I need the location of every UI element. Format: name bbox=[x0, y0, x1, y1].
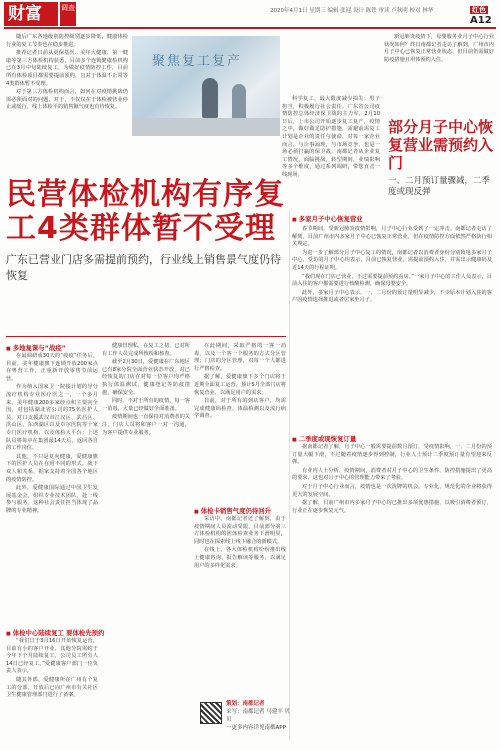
paragraph: 据南都记者了解，月子中心一般需要提前数月预订，受疫情影响，一、二月份的预订量大幅下滑，不过随着疫情逐步得到控制，行业人士预计二季度预订量有望迎来反弹。 bbox=[292, 444, 492, 466]
article-column-b bbox=[102, 343, 190, 438]
intro-mid-column bbox=[282, 96, 380, 181]
paragraph: 据了解，目前广州市内多家月子中心均已推出多项优惠措施，以吸引消费者预订，行业正在逐步恢复元气。 bbox=[292, 500, 492, 514]
page-number-label: A12 bbox=[470, 15, 492, 26]
storefront-photo bbox=[132, 36, 280, 136]
credit-line: 策划：南都记者 bbox=[226, 701, 265, 707]
paragraph: 作为纳入国家卫一院接计划的导分流疗机构专业医疗医之一，一个多月来，美年健康200多家经点积主要向全国，对包括湖北省公司的75名医护人员，对口支援武汉市江汉区、武昌区、洪山区、东西湖区以及卓尔医院等十家专门医疗机构，以及体检大平台；上述队员将每中在集团最14天后，返回各自的工作岗位。 bbox=[6, 384, 98, 452]
section-head-a-low: ■ 体检中心陆续复工 要体检先预约 bbox=[6, 628, 104, 637]
qr-code-icon bbox=[200, 702, 222, 724]
paragraph: 采访中，南都记者还了解到，由于疫情期间人员流动受限，目前部分第三方体检机构的团体检查业务下滑明显，同时也在探索线上线下融合的新模式。 bbox=[194, 516, 286, 545]
masthead bbox=[0, 0, 500, 30]
brand-sub-label: 调查 bbox=[60, 2, 76, 26]
right-subheadline: 一、二月预订量骤减，二季度或现反弹 bbox=[388, 176, 491, 197]
paragraph: 其他，不只是复向健康，爱健康旗下的医护人员在在用不同的形式，战下双人和关系，据家支持着全国各个地区的疫情防控。 bbox=[6, 453, 98, 483]
section-head-b-mid: ■ 体检卡销售气度仍待回升 bbox=[194, 506, 271, 515]
paragraph: 随后广东各地级别防控级别逐步降低，健康体检行业的复工节奏也在稳步推进。 bbox=[6, 34, 128, 48]
reporter-credit bbox=[200, 700, 290, 742]
paragraph: 健康管理私，在复工之初，已对所有工作人员完成所核检和核查。 bbox=[102, 343, 190, 357]
article-column-r2 bbox=[292, 444, 492, 516]
credit-line: 采写：南都记者 马建丰 贝贝 bbox=[226, 709, 290, 723]
page-tag: 红色 bbox=[472, 6, 486, 14]
section-head-r1: ■ 多家月子中心恢复营业 bbox=[292, 214, 363, 223]
intro-right-column bbox=[384, 34, 494, 65]
photo-sign: 聚焦复工复产 bbox=[152, 54, 243, 69]
top-rule bbox=[4, 27, 496, 29]
main-subheadline: 广东已营业门店多需提前预约，行业线上销售景气度仍待恢复 bbox=[6, 253, 281, 282]
right-headline-block bbox=[388, 118, 496, 198]
column-divider bbox=[289, 210, 290, 740]
paragraph: 科学复工，最大限度减少损失；男子担当，积极履行社会责任。广东省公司疫情防控总体经济保卫战的主力军，2月10日后，上市公司开始逐步复工复产，疫情之中，做好做足防护措施，需避前需复工计划是企业的责任与使命，对每一家企业而言，与让事涌现，与市场竞争，也是一场必须打赢的保卫战。南都记者从企业复工情况，面临挑战，转型期间，业绩影响等多个维度，通过系列调研，带您直击一线现场。 bbox=[282, 96, 380, 178]
paragraph: 在最调研成30天的“疫疫”任务后，目前，美年健康旗下连锁开放200家点在粤营工作，正重新开放零售节前运营。 bbox=[6, 353, 98, 382]
main-headline-block bbox=[6, 178, 286, 284]
paragraph: 疫情期间也一直保持对消费者的关注，门店人员将和客户一对一沟通，为客户提供专业服务。 bbox=[102, 414, 190, 436]
paragraph: 此外，多家月子中心表示，一、二月份的预订量明显减少，不少原本计划入住的客户因疫情选择推迟或者居家坐月子。 bbox=[292, 289, 492, 304]
paragraph: 为进一步了解部分月子中心复工的情况，南都记者以消费者身份分别致电多家月子中心。受访的月子中心均表示，目前已恢复营业，需提前预约入住，并需出示健康码及近14天的行程证明。 bbox=[292, 249, 492, 271]
paragraph: 在此期间，采取严格的一客一消毒，以及一个客一个服务的方式分区管理；门店的分区管理，对每一个人都进行严格检查。 bbox=[194, 343, 286, 372]
paragraph: 目前，对于所有的到店客户，均需完成健康码检查、体温检测以及流行病学调查。 bbox=[194, 398, 286, 420]
paragraph: 对于月子中心行业而言，疫情也是一次洗牌的机会，专业化、规范化的企业将获得更大的发展空间。 bbox=[292, 483, 492, 498]
paragraph: “我们现在门店已营业，不过需要提前预约看房。”一家月子中心的工作人员表示，目前入住的客户都需要进行核酸检测，确保母婴安全。 bbox=[292, 273, 492, 288]
paragraph: 在线上，各大体检机构纷纷推出线上健康咨询、报告解读等服务，以满足用户的多样化需求。 bbox=[194, 547, 286, 569]
credit-lines bbox=[226, 700, 292, 732]
photo-person bbox=[202, 78, 218, 118]
paragraph: 有业内人士分析，疫情期间，消费者对月子中心的卫生条件、防控措施提出了更高的要求，这也对月子中心的管理能力带来了考验。 bbox=[292, 467, 492, 482]
article-column-c bbox=[194, 343, 286, 422]
brand-logo: 财富 bbox=[4, 2, 58, 26]
paragraph: 据了解，爱健康旗下多个门店将于近期全面复工运营，预计5月全部门店将恢复营业，以满足用户的需求。 bbox=[194, 374, 286, 396]
article-column-r1 bbox=[292, 226, 492, 306]
paragraph: 推荐记者日前从更保基医、美年大健康、第一健康等第三方体检机构获悉，目前多个连锁健康检机构已在3月中旬陆续复工，为做好疫情防控工作，目前所有体检项目都需要提前预约，且对于体温不正常等4类群体暂不受理。 bbox=[6, 50, 128, 87]
paragraph: 新冠肺炎疫情下，母婴服务业月子中心行业状况如何？终日南都记者走访了解到，广州市内月子中心已恢复正常营业状态，但目前仍需做好防疫措施且用体预约入住。 bbox=[384, 34, 494, 63]
article-column-c2 bbox=[194, 516, 286, 571]
paragraph: 春节期间，受新冠肺炎疫情影响，月子中心行业受到了一定冲击。南都记者走访了解到，目前广州市内多家月子中心已恢复正常营业，但在疫情防控方面依然严格执行相关规定。 bbox=[292, 226, 492, 248]
article-column-a-low bbox=[6, 638, 98, 701]
paragraph: 随其外部，爱健康所在广州有个复工的分部，开放后已向广州市有关社区卫生健康管理部门进行了备案。 bbox=[6, 676, 98, 699]
paragraph: 截至2月30日，爱健康在广东地区已有8家分院全面营业状态开放，对已经恢复的门店在对每一位客户均严格执行体温测试、健康登记等防疫措施，确保安全。 bbox=[102, 359, 190, 396]
paragraph: 同时，不对于所有的疫情，每一客一消毒，大量已经做好全面准备。 bbox=[102, 398, 190, 412]
intro-left-column bbox=[6, 34, 128, 113]
photo-floor bbox=[132, 118, 280, 136]
page-number bbox=[470, 4, 500, 26]
article-column-a bbox=[6, 353, 98, 516]
section-head-a: ■ 多地复课与“战疫” bbox=[6, 343, 66, 352]
paragraph: “我们日于3月16日开始恢复运营，目前有小的客户开业，其他分院需约于今年下个月陆续复工，公司员工所有人14日已经复工。”爱健康客户部门一位负责人表示。 bbox=[6, 638, 98, 675]
main-headline: 民营体检机构有序复工4类群体暂不受理 bbox=[6, 177, 285, 246]
paragraph: 此外，爱健康国际通过中国卫生发展基金会，组织专业技术团队，赴一线参与服务，这种社会责任担当体现了品牌的专业精神。 bbox=[6, 485, 98, 514]
right-headline: 部分月子中心恢复营业需预约入门 bbox=[388, 118, 494, 172]
paragraph: 对于第三方体检机构而言，如何在对疫情挑战仍需必须面对的问题，对于，不仅仅在于体检被营业停止或缓行，线上体检平的销售额气度也有待恢复。 bbox=[6, 89, 128, 111]
photo-person bbox=[232, 84, 246, 120]
section-head-r2: ■ 二季度或现恢复订量 bbox=[292, 434, 356, 443]
headline-divider bbox=[6, 336, 286, 337]
date-line: 2020年4月1日 星期三 编辑 张迎 设计 陈铁 审读 卢秋明 校对 林华 bbox=[270, 8, 434, 14]
credit-line: 一更多内容详见南都APP bbox=[226, 725, 286, 731]
